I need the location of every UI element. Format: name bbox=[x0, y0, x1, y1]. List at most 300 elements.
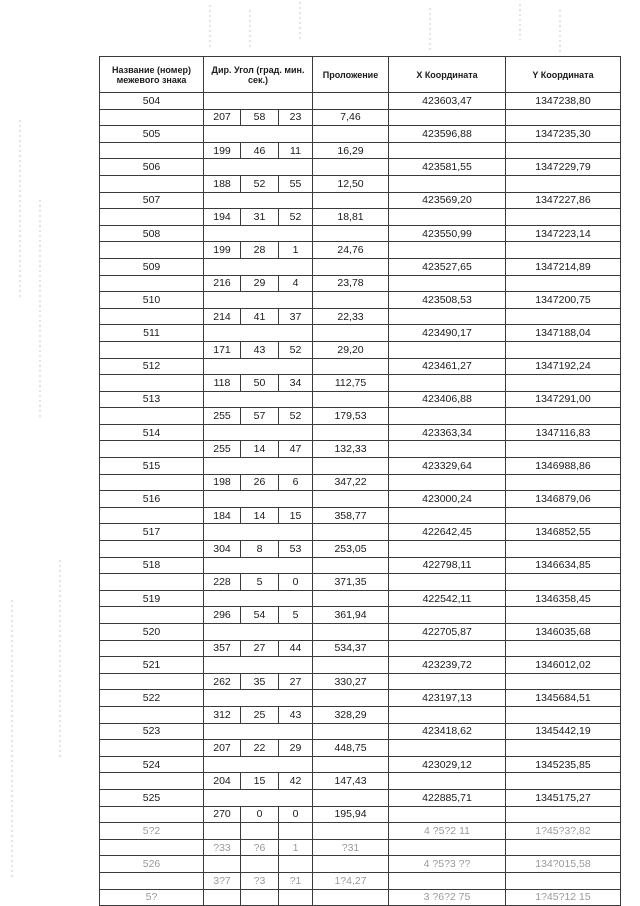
empty-x-cell bbox=[389, 109, 506, 126]
angle-degrees: 304 bbox=[204, 541, 241, 558]
empty-x-cell bbox=[389, 308, 506, 325]
empty-length-cell bbox=[313, 391, 389, 408]
angle-degrees: 171 bbox=[204, 341, 241, 358]
point-y: 1347229,79 bbox=[506, 159, 621, 176]
empty-name-cell bbox=[100, 441, 204, 458]
empty-angle-cell bbox=[204, 192, 313, 209]
empty-length-cell bbox=[313, 557, 389, 574]
point-x: 423197,13 bbox=[389, 690, 506, 707]
segment-row bbox=[100, 275, 621, 292]
empty-angle-cell bbox=[204, 126, 313, 143]
segment-row bbox=[100, 375, 621, 392]
point-y: 1347223,14 bbox=[506, 225, 621, 242]
empty-angle-cell bbox=[204, 657, 313, 674]
empty-length-cell bbox=[313, 657, 389, 674]
empty-x-cell bbox=[389, 607, 506, 624]
empty-x-cell bbox=[389, 673, 506, 690]
angle-degrees: 216 bbox=[204, 275, 241, 292]
point-x: 423603,47 bbox=[389, 93, 506, 110]
faded-x: 4 ?5?2 11 bbox=[389, 823, 506, 840]
faded-sec bbox=[279, 856, 313, 873]
segment-row bbox=[100, 773, 621, 790]
angle-degrees: 357 bbox=[204, 640, 241, 657]
faded-sec bbox=[279, 889, 313, 906]
faded-min bbox=[241, 823, 279, 840]
point-row bbox=[100, 590, 621, 607]
faded-min: ?6 bbox=[241, 839, 279, 856]
segment-length: 534,37 bbox=[313, 640, 389, 657]
faded-x: 4 ?5?3 ?? bbox=[389, 856, 506, 873]
point-row bbox=[100, 789, 621, 806]
empty-name-cell bbox=[100, 209, 204, 226]
angle-seconds: 4 bbox=[279, 275, 313, 292]
header-angle: Дир. Угол (град. мин. сек.) bbox=[204, 57, 313, 93]
empty-angle-cell bbox=[204, 159, 313, 176]
empty-angle-cell bbox=[204, 458, 313, 475]
faded-min bbox=[241, 889, 279, 906]
faded-deg bbox=[204, 889, 241, 906]
point-x: 423329,64 bbox=[389, 458, 506, 475]
angle-degrees: 296 bbox=[204, 607, 241, 624]
angle-minutes: 14 bbox=[241, 507, 279, 524]
point-row bbox=[100, 756, 621, 773]
empty-name-cell bbox=[100, 507, 204, 524]
segment-row bbox=[100, 408, 621, 425]
faded-name: 5? bbox=[100, 889, 204, 906]
faded-row bbox=[100, 823, 621, 840]
segment-row bbox=[100, 109, 621, 126]
point-name: 522 bbox=[100, 690, 204, 707]
point-x: 422798,11 bbox=[389, 557, 506, 574]
angle-seconds: 23 bbox=[279, 109, 313, 126]
point-y: 1347192,24 bbox=[506, 358, 621, 375]
faded-sec bbox=[279, 823, 313, 840]
angle-minutes: 35 bbox=[241, 673, 279, 690]
point-y: 1345442,19 bbox=[506, 723, 621, 740]
empty-y-cell bbox=[506, 673, 621, 690]
segment-length: 16,29 bbox=[313, 142, 389, 159]
angle-minutes: 0 bbox=[241, 806, 279, 823]
angle-degrees: 270 bbox=[204, 806, 241, 823]
empty-x-cell bbox=[389, 706, 506, 723]
empty-name-cell bbox=[100, 740, 204, 757]
empty-angle-cell bbox=[204, 756, 313, 773]
point-y: 1347235,30 bbox=[506, 126, 621, 143]
empty-y-cell bbox=[506, 375, 621, 392]
empty-angle-cell bbox=[204, 524, 313, 541]
empty-y-cell bbox=[506, 773, 621, 790]
segment-row bbox=[100, 541, 621, 558]
faded-x bbox=[389, 872, 506, 889]
angle-minutes: 41 bbox=[241, 308, 279, 325]
point-name: 519 bbox=[100, 590, 204, 607]
point-name: 514 bbox=[100, 424, 204, 441]
empty-name-cell bbox=[100, 142, 204, 159]
angle-minutes: 8 bbox=[241, 541, 279, 558]
point-name: 524 bbox=[100, 756, 204, 773]
segment-row bbox=[100, 740, 621, 757]
empty-name-cell bbox=[100, 308, 204, 325]
empty-length-cell bbox=[313, 126, 389, 143]
angle-degrees: 194 bbox=[204, 209, 241, 226]
empty-x-cell bbox=[389, 242, 506, 259]
angle-seconds: 15 bbox=[279, 507, 313, 524]
angle-seconds: 53 bbox=[279, 541, 313, 558]
faded-deg bbox=[204, 856, 241, 873]
point-x: 423239,72 bbox=[389, 657, 506, 674]
segment-row bbox=[100, 341, 621, 358]
empty-name-cell bbox=[100, 474, 204, 491]
angle-minutes: 54 bbox=[241, 607, 279, 624]
empty-angle-cell bbox=[204, 258, 313, 275]
empty-length-cell bbox=[313, 491, 389, 508]
empty-x-cell bbox=[389, 375, 506, 392]
angle-seconds: 5 bbox=[279, 607, 313, 624]
angle-degrees: 312 bbox=[204, 706, 241, 723]
angle-degrees: 262 bbox=[204, 673, 241, 690]
point-y: 1347188,04 bbox=[506, 325, 621, 342]
empty-name-cell bbox=[100, 640, 204, 657]
point-y: 1346035,68 bbox=[506, 624, 621, 641]
point-row bbox=[100, 225, 621, 242]
segment-row bbox=[100, 607, 621, 624]
point-y: 1347227,86 bbox=[506, 192, 621, 209]
empty-y-cell bbox=[506, 740, 621, 757]
empty-length-cell bbox=[313, 424, 389, 441]
segment-row bbox=[100, 574, 621, 591]
point-name: 506 bbox=[100, 159, 204, 176]
segment-length: 358,77 bbox=[313, 507, 389, 524]
empty-y-cell bbox=[506, 607, 621, 624]
empty-angle-cell bbox=[204, 590, 313, 607]
empty-length-cell bbox=[313, 723, 389, 740]
empty-name-cell bbox=[100, 109, 204, 126]
point-row bbox=[100, 657, 621, 674]
point-x: 423581,55 bbox=[389, 159, 506, 176]
header-length: Проложение bbox=[313, 57, 389, 93]
point-y: 1346852,55 bbox=[506, 524, 621, 541]
empty-angle-cell bbox=[204, 424, 313, 441]
empty-length-cell bbox=[313, 292, 389, 309]
segment-length: 253,05 bbox=[313, 541, 389, 558]
point-y: 1346634,85 bbox=[506, 557, 621, 574]
faded-name: 5?2 bbox=[100, 823, 204, 840]
empty-x-cell bbox=[389, 175, 506, 192]
angle-minutes: 43 bbox=[241, 341, 279, 358]
faded-x: 3 ?6?2 75 bbox=[389, 889, 506, 906]
point-x: 423418,62 bbox=[389, 723, 506, 740]
empty-name-cell bbox=[100, 607, 204, 624]
empty-x-cell bbox=[389, 441, 506, 458]
empty-angle-cell bbox=[204, 723, 313, 740]
empty-y-cell bbox=[506, 341, 621, 358]
angle-minutes: 14 bbox=[241, 441, 279, 458]
angle-seconds: 27 bbox=[279, 673, 313, 690]
point-x: 423596,88 bbox=[389, 126, 506, 143]
angle-minutes: 29 bbox=[241, 275, 279, 292]
empty-x-cell bbox=[389, 507, 506, 524]
segment-row bbox=[100, 474, 621, 491]
point-y: 1347200,75 bbox=[506, 292, 621, 309]
point-name: 509 bbox=[100, 258, 204, 275]
faded-deg: 3?7 bbox=[204, 872, 241, 889]
point-x: 423406,88 bbox=[389, 391, 506, 408]
empty-x-cell bbox=[389, 541, 506, 558]
segment-length: 195,94 bbox=[313, 806, 389, 823]
point-row bbox=[100, 325, 621, 342]
angle-seconds: 11 bbox=[279, 142, 313, 159]
empty-y-cell bbox=[506, 142, 621, 159]
empty-length-cell bbox=[313, 93, 389, 110]
faded-sec: 1 bbox=[279, 839, 313, 856]
angle-degrees: 204 bbox=[204, 773, 241, 790]
empty-name-cell bbox=[100, 773, 204, 790]
angle-minutes: 46 bbox=[241, 142, 279, 159]
empty-name-cell bbox=[100, 242, 204, 259]
point-x: 423569,20 bbox=[389, 192, 506, 209]
empty-length-cell bbox=[313, 624, 389, 641]
point-x: 423000,24 bbox=[389, 491, 506, 508]
angle-minutes: 5 bbox=[241, 574, 279, 591]
point-y: 1347214,89 bbox=[506, 258, 621, 275]
faded-name bbox=[100, 872, 204, 889]
segment-length: 347,22 bbox=[313, 474, 389, 491]
header-name: Название (номер) межевого знака bbox=[100, 57, 204, 93]
angle-seconds: 6 bbox=[279, 474, 313, 491]
empty-angle-cell bbox=[204, 491, 313, 508]
angle-degrees: 214 bbox=[204, 308, 241, 325]
point-row bbox=[100, 491, 621, 508]
angle-minutes: 50 bbox=[241, 375, 279, 392]
point-x: 422542,11 bbox=[389, 590, 506, 607]
point-name: 505 bbox=[100, 126, 204, 143]
empty-name-cell bbox=[100, 175, 204, 192]
point-row bbox=[100, 690, 621, 707]
empty-x-cell bbox=[389, 740, 506, 757]
segment-length: 371,35 bbox=[313, 574, 389, 591]
point-y: 1347291,00 bbox=[506, 391, 621, 408]
point-x: 423461,27 bbox=[389, 358, 506, 375]
point-name: 515 bbox=[100, 458, 204, 475]
angle-minutes: 22 bbox=[241, 740, 279, 757]
faded-row bbox=[100, 839, 621, 856]
segment-row bbox=[100, 242, 621, 259]
angle-seconds: 0 bbox=[279, 574, 313, 591]
angle-seconds: 55 bbox=[279, 175, 313, 192]
segment-length: 328,29 bbox=[313, 706, 389, 723]
point-row bbox=[100, 159, 621, 176]
faded-y: 134?015,58 bbox=[506, 856, 621, 873]
empty-y-cell bbox=[506, 541, 621, 558]
faded-min bbox=[241, 856, 279, 873]
empty-name-cell bbox=[100, 341, 204, 358]
empty-x-cell bbox=[389, 806, 506, 823]
faded-length bbox=[313, 889, 389, 906]
angle-degrees: 118 bbox=[204, 375, 241, 392]
segment-row bbox=[100, 142, 621, 159]
segment-length: 147,43 bbox=[313, 773, 389, 790]
segment-row bbox=[100, 441, 621, 458]
point-row bbox=[100, 292, 621, 309]
point-x: 422642,45 bbox=[389, 524, 506, 541]
point-name: 516 bbox=[100, 491, 204, 508]
empty-y-cell bbox=[506, 209, 621, 226]
empty-angle-cell bbox=[204, 325, 313, 342]
point-y: 1346012,02 bbox=[506, 657, 621, 674]
angle-minutes: 26 bbox=[241, 474, 279, 491]
empty-angle-cell bbox=[204, 789, 313, 806]
faded-y: 1?45?12 15 bbox=[506, 889, 621, 906]
segment-row bbox=[100, 640, 621, 657]
point-name: 513 bbox=[100, 391, 204, 408]
faded-length: 1?4,27 bbox=[313, 872, 389, 889]
angle-seconds: 29 bbox=[279, 740, 313, 757]
angle-minutes: 57 bbox=[241, 408, 279, 425]
point-row bbox=[100, 557, 621, 574]
empty-name-cell bbox=[100, 673, 204, 690]
empty-length-cell bbox=[313, 789, 389, 806]
point-row bbox=[100, 126, 621, 143]
point-name: 523 bbox=[100, 723, 204, 740]
point-row bbox=[100, 192, 621, 209]
angle-degrees: 199 bbox=[204, 142, 241, 159]
empty-y-cell bbox=[506, 640, 621, 657]
angle-degrees: 184 bbox=[204, 507, 241, 524]
angle-seconds: 47 bbox=[279, 441, 313, 458]
angle-seconds: 37 bbox=[279, 308, 313, 325]
faded-y: 1?45?3?,82 bbox=[506, 823, 621, 840]
point-name: 511 bbox=[100, 325, 204, 342]
empty-name-cell bbox=[100, 706, 204, 723]
empty-x-cell bbox=[389, 275, 506, 292]
empty-x-cell bbox=[389, 773, 506, 790]
point-name: 508 bbox=[100, 225, 204, 242]
faded-deg bbox=[204, 823, 241, 840]
point-x: 423029,12 bbox=[389, 756, 506, 773]
segment-length: 361,94 bbox=[313, 607, 389, 624]
segment-length: 29,20 bbox=[313, 341, 389, 358]
point-name: 512 bbox=[100, 358, 204, 375]
faded-y bbox=[506, 872, 621, 889]
angle-degrees: 207 bbox=[204, 109, 241, 126]
empty-angle-cell bbox=[204, 225, 313, 242]
point-row bbox=[100, 624, 621, 641]
empty-y-cell bbox=[506, 175, 621, 192]
point-row bbox=[100, 391, 621, 408]
point-y: 1346988,86 bbox=[506, 458, 621, 475]
empty-y-cell bbox=[506, 706, 621, 723]
angle-minutes: 27 bbox=[241, 640, 279, 657]
angle-seconds: 1 bbox=[279, 242, 313, 259]
empty-y-cell bbox=[506, 441, 621, 458]
point-y: 1347238,80 bbox=[506, 93, 621, 110]
point-x: 423490,17 bbox=[389, 325, 506, 342]
empty-name-cell bbox=[100, 541, 204, 558]
point-y: 1346358,45 bbox=[506, 590, 621, 607]
angle-degrees: 207 bbox=[204, 740, 241, 757]
angle-minutes: 25 bbox=[241, 706, 279, 723]
empty-length-cell bbox=[313, 690, 389, 707]
angle-minutes: 58 bbox=[241, 109, 279, 126]
angle-seconds: 42 bbox=[279, 773, 313, 790]
empty-name-cell bbox=[100, 806, 204, 823]
segment-row bbox=[100, 175, 621, 192]
angle-seconds: 52 bbox=[279, 209, 313, 226]
angle-seconds: 43 bbox=[279, 706, 313, 723]
empty-angle-cell bbox=[204, 391, 313, 408]
empty-y-cell bbox=[506, 109, 621, 126]
empty-angle-cell bbox=[204, 557, 313, 574]
empty-length-cell bbox=[313, 458, 389, 475]
segment-row bbox=[100, 209, 621, 226]
angle-degrees: 199 bbox=[204, 242, 241, 259]
faded-y bbox=[506, 839, 621, 856]
empty-length-cell bbox=[313, 192, 389, 209]
faded-row bbox=[100, 889, 621, 906]
empty-y-cell bbox=[506, 275, 621, 292]
empty-name-cell bbox=[100, 375, 204, 392]
segment-row bbox=[100, 806, 621, 823]
faded-length bbox=[313, 856, 389, 873]
segment-length: 179,53 bbox=[313, 408, 389, 425]
angle-seconds: 44 bbox=[279, 640, 313, 657]
empty-y-cell bbox=[506, 242, 621, 259]
segment-length: 7,46 bbox=[313, 109, 389, 126]
angle-minutes: 15 bbox=[241, 773, 279, 790]
point-x: 423363,34 bbox=[389, 424, 506, 441]
point-name: 518 bbox=[100, 557, 204, 574]
point-row bbox=[100, 424, 621, 441]
point-row bbox=[100, 524, 621, 541]
point-y: 1345235,85 bbox=[506, 756, 621, 773]
faded-row bbox=[100, 856, 621, 873]
empty-y-cell bbox=[506, 408, 621, 425]
faded-deg: ?33 bbox=[204, 839, 241, 856]
empty-x-cell bbox=[389, 408, 506, 425]
faded-sec: ?1 bbox=[279, 872, 313, 889]
point-row bbox=[100, 258, 621, 275]
empty-y-cell bbox=[506, 474, 621, 491]
empty-angle-cell bbox=[204, 93, 313, 110]
point-x: 423508,53 bbox=[389, 292, 506, 309]
angle-degrees: 255 bbox=[204, 408, 241, 425]
angle-minutes: 52 bbox=[241, 175, 279, 192]
point-y: 1345684,51 bbox=[506, 690, 621, 707]
angle-seconds: 34 bbox=[279, 375, 313, 392]
point-x: 422705,87 bbox=[389, 624, 506, 641]
empty-length-cell bbox=[313, 358, 389, 375]
empty-x-cell bbox=[389, 142, 506, 159]
segment-length: 448,75 bbox=[313, 740, 389, 757]
empty-length-cell bbox=[313, 756, 389, 773]
empty-y-cell bbox=[506, 507, 621, 524]
point-row bbox=[100, 93, 621, 110]
point-y: 1345175,27 bbox=[506, 789, 621, 806]
header-x: X Координата bbox=[389, 57, 506, 93]
segment-length: 112,75 bbox=[313, 375, 389, 392]
segment-length: 22,33 bbox=[313, 308, 389, 325]
point-row bbox=[100, 458, 621, 475]
point-name: 510 bbox=[100, 292, 204, 309]
empty-length-cell bbox=[313, 225, 389, 242]
point-x: 423527,65 bbox=[389, 258, 506, 275]
segment-row bbox=[100, 507, 621, 524]
faded-length bbox=[313, 823, 389, 840]
segment-length: 330,27 bbox=[313, 673, 389, 690]
faded-length: ?31 bbox=[313, 839, 389, 856]
point-name: 521 bbox=[100, 657, 204, 674]
empty-y-cell bbox=[506, 806, 621, 823]
